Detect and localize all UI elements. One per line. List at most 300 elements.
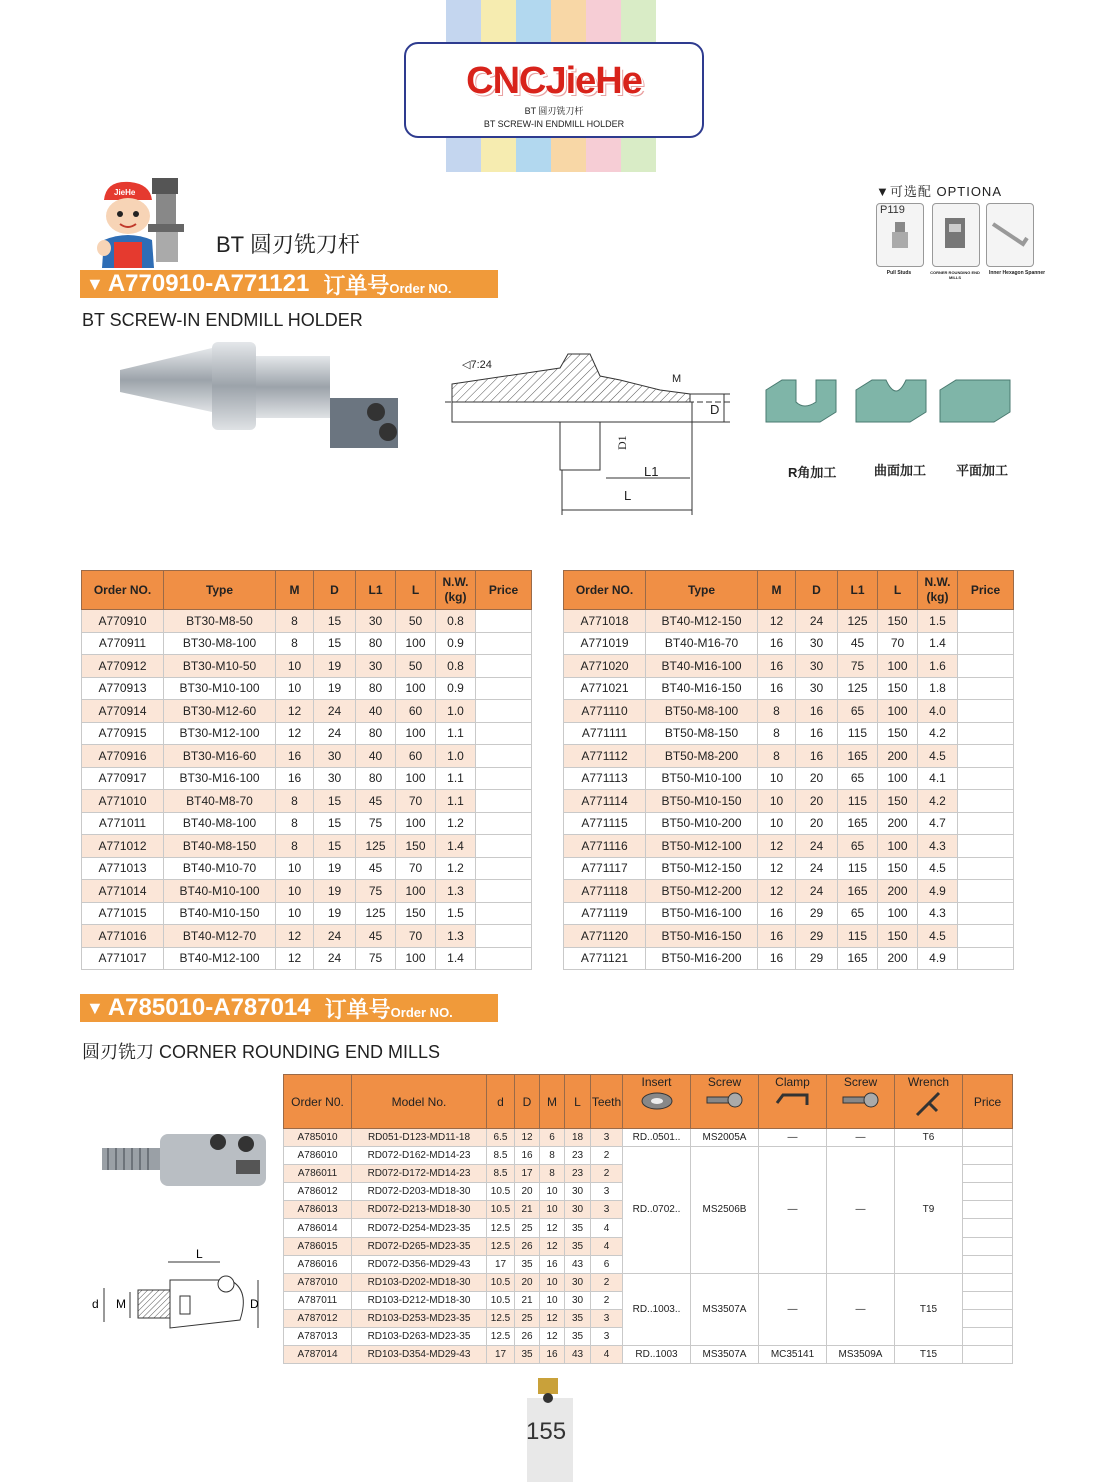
table-row xyxy=(82,655,532,678)
table-cell: 6.5 xyxy=(487,1129,515,1147)
price-cell xyxy=(958,835,1014,858)
price-cell xyxy=(958,902,1014,925)
table-cell: 150 xyxy=(878,677,918,700)
spec-table-left xyxy=(81,570,532,970)
table-cell: 2 xyxy=(591,1165,623,1183)
table-cell: A787011 xyxy=(284,1291,352,1309)
table-cell: 24 xyxy=(796,880,838,903)
price-cell xyxy=(963,1237,1013,1255)
table-cell: 15 xyxy=(314,790,356,813)
order-label-cn: 订单号 xyxy=(323,272,390,298)
table-cell: 200 xyxy=(878,745,918,768)
col-d: D xyxy=(314,571,356,610)
table-row xyxy=(82,902,532,925)
table-cell: 15 xyxy=(314,632,356,655)
machining-label-curve: 曲面加工 xyxy=(874,463,927,478)
table-cell: 8 xyxy=(540,1147,565,1165)
col-l: L xyxy=(878,571,918,610)
table-cell: 35 xyxy=(565,1328,591,1346)
table-cell: 24 xyxy=(314,947,356,970)
table-cell: 35 xyxy=(565,1237,591,1255)
table-cell: A771012 xyxy=(82,835,164,858)
table-cell: A771112 xyxy=(564,745,646,768)
table-cell: 16 xyxy=(796,722,838,745)
table-cell: A771018 xyxy=(564,610,646,633)
table-cell: RD103-D354-MD29-43 xyxy=(352,1346,487,1364)
table-cell: 10 xyxy=(758,790,796,813)
table-cell: 100 xyxy=(396,947,436,970)
table-cell: A771021 xyxy=(564,677,646,700)
accessory-cell: T15 xyxy=(895,1346,963,1364)
table-cell: RD072-D254-MD23-35 xyxy=(352,1219,487,1237)
table-cell: 100 xyxy=(396,722,436,745)
table-cell: RD051-D123-MD11-18 xyxy=(352,1129,487,1147)
table-cell: 75 xyxy=(356,947,396,970)
table-cell: 30 xyxy=(565,1273,591,1291)
order-label-en: Order NO. xyxy=(390,1004,453,1020)
table-row xyxy=(564,902,1014,925)
table-cell: 125 xyxy=(838,610,878,633)
table-cell: RD103-D202-MD18-30 xyxy=(352,1273,487,1291)
optional-label-spanner: Inner Hexagon Spanner xyxy=(988,270,1046,276)
table-cell: 10 xyxy=(276,880,314,903)
table-cell: BT40-M16-150 xyxy=(646,677,758,700)
mill-m-label: M xyxy=(116,1297,126,1311)
table-cell: BT50-M16-100 xyxy=(646,902,758,925)
col-l: L xyxy=(396,571,436,610)
table-cell: 45 xyxy=(356,790,396,813)
end-mill-drawing xyxy=(90,1240,280,1340)
table-cell: A771117 xyxy=(564,857,646,880)
table-cell: 12 xyxy=(540,1219,565,1237)
table-cell: 35 xyxy=(515,1255,540,1273)
table-cell: 125 xyxy=(356,835,396,858)
table-cell: RD072-D265-MD23-35 xyxy=(352,1237,487,1255)
order-label-en: Order NO. xyxy=(389,280,452,296)
table-cell: 4.3 xyxy=(918,902,958,925)
d-label: D xyxy=(710,402,720,417)
table-cell: 12 xyxy=(758,610,796,633)
table-cell: A771013 xyxy=(82,857,164,880)
price-cell xyxy=(958,790,1014,813)
table-row xyxy=(82,767,532,790)
table-cell: BT40-M12-70 xyxy=(164,925,276,948)
table-cell: 60 xyxy=(396,745,436,768)
table-row xyxy=(284,1346,1013,1364)
price-cell xyxy=(963,1165,1013,1183)
table-cell: 65 xyxy=(838,902,878,925)
table-cell: 26 xyxy=(515,1237,540,1255)
table-cell: 4.3 xyxy=(918,835,958,858)
col-weight: N.W. (kg) xyxy=(918,571,958,610)
table-cell: 35 xyxy=(515,1346,540,1364)
table-cell: 35 xyxy=(565,1219,591,1237)
table-cell: 10 xyxy=(540,1273,565,1291)
col-type: Type xyxy=(646,571,758,610)
accessory-cell: T9 xyxy=(895,1147,963,1274)
accessory-cell: — xyxy=(827,1129,895,1147)
table-cell: A771016 xyxy=(82,925,164,948)
end-mill-table xyxy=(283,1074,1013,1364)
price-cell xyxy=(963,1346,1013,1364)
table-row xyxy=(564,745,1014,768)
table-cell: 12.5 xyxy=(487,1219,515,1237)
table-cell: 115 xyxy=(838,722,878,745)
table-cell: 2 xyxy=(591,1273,623,1291)
table-cell: BT50-M12-100 xyxy=(646,835,758,858)
table-cell: 18 xyxy=(565,1129,591,1147)
table-cell: BT30-M16-60 xyxy=(164,745,276,768)
table-cell: RD072-D162-MD14-23 xyxy=(352,1147,487,1165)
table-cell: 4.9 xyxy=(918,880,958,903)
price-cell xyxy=(476,857,532,880)
table-cell: 8 xyxy=(276,835,314,858)
table-cell: 30 xyxy=(314,767,356,790)
table-cell: 24 xyxy=(314,700,356,723)
col-d: D xyxy=(796,571,838,610)
table-cell: 1.2 xyxy=(436,857,476,880)
table-cell: 16 xyxy=(276,745,314,768)
table-cell: A770913 xyxy=(82,677,164,700)
table-cell: A786010 xyxy=(284,1147,352,1165)
table-cell: A770911 xyxy=(82,632,164,655)
table-cell: 20 xyxy=(796,767,838,790)
screw-icon xyxy=(705,1089,745,1111)
table-cell: 100 xyxy=(396,677,436,700)
insert-icon xyxy=(639,1089,675,1111)
price-cell xyxy=(476,655,532,678)
wrench-label: Wrench xyxy=(907,1075,950,1089)
table-cell: 1.5 xyxy=(436,902,476,925)
table-cell: 12 xyxy=(515,1129,540,1147)
holder-dimension-drawing xyxy=(440,350,740,520)
table-cell: BT30-M16-100 xyxy=(164,767,276,790)
table-cell: 23 xyxy=(565,1165,591,1183)
table-row xyxy=(284,1147,1013,1165)
table-cell: 75 xyxy=(838,655,878,678)
price-cell xyxy=(476,947,532,970)
table-cell: 12 xyxy=(540,1328,565,1346)
accessory-cell: RD..0702.. xyxy=(623,1147,691,1274)
table-cell: 65 xyxy=(838,835,878,858)
price-cell xyxy=(958,610,1014,633)
accessory-cell: T15 xyxy=(895,1273,963,1345)
table-cell: 43 xyxy=(565,1346,591,1364)
table-cell: A771014 xyxy=(82,880,164,903)
table-cell: A786012 xyxy=(284,1183,352,1201)
table-cell: 4.2 xyxy=(918,722,958,745)
table-cell: A787010 xyxy=(284,1273,352,1291)
price-cell xyxy=(958,925,1014,948)
table-cell: 115 xyxy=(838,925,878,948)
table-cell: 100 xyxy=(878,902,918,925)
table-row xyxy=(564,947,1014,970)
accessory-cell: MS3507A xyxy=(691,1273,759,1345)
table-cell: 4.2 xyxy=(918,790,958,813)
table-cell: 8 xyxy=(276,610,314,633)
table-cell: 4.5 xyxy=(918,857,958,880)
table-cell: 50 xyxy=(396,655,436,678)
table-cell: 45 xyxy=(356,925,396,948)
table-cell: 30 xyxy=(796,677,838,700)
table-row xyxy=(82,610,532,633)
table-row xyxy=(82,745,532,768)
table-cell: A771113 xyxy=(564,767,646,790)
accessory-cell: RD..0501.. xyxy=(623,1129,691,1147)
table-cell: 1.2 xyxy=(436,812,476,835)
table-cell: BT50-M8-150 xyxy=(646,722,758,745)
table-cell: 1.3 xyxy=(436,925,476,948)
table-cell: A771020 xyxy=(564,655,646,678)
table-cell: A770910 xyxy=(82,610,164,633)
table-cell: 1.3 xyxy=(436,880,476,903)
price-cell xyxy=(958,745,1014,768)
table-row xyxy=(564,835,1014,858)
page-number: 155 xyxy=(526,1418,567,1445)
table-cell: 12 xyxy=(540,1309,565,1327)
section1-title: BT 圆刃铣刀杆 xyxy=(216,232,360,257)
table-cell: 200 xyxy=(878,812,918,835)
order-label-cn: 订单号 xyxy=(324,996,391,1022)
table-cell: 30 xyxy=(565,1201,591,1219)
table-cell: BT30-M12-60 xyxy=(164,700,276,723)
col-D: D xyxy=(515,1075,540,1129)
accessory-cell: — xyxy=(759,1129,827,1147)
table-cell: A770915 xyxy=(82,722,164,745)
col-screw xyxy=(691,1075,759,1129)
table-cell: 8 xyxy=(758,700,796,723)
table-cell: BT40-M12-100 xyxy=(164,947,276,970)
table-cell: BT40-M16-70 xyxy=(646,632,758,655)
table-cell: 4 xyxy=(591,1219,623,1237)
mill-l-label: L xyxy=(196,1247,203,1261)
accessory-cell: MS2506B xyxy=(691,1147,759,1274)
table-cell: BT40-M16-100 xyxy=(646,655,758,678)
price-cell xyxy=(958,880,1014,903)
table-cell: 16 xyxy=(540,1255,565,1273)
col-l1: L1 xyxy=(356,571,396,610)
table-cell: 12 xyxy=(758,857,796,880)
optional-label-pull-studs: Pull Studs xyxy=(886,270,912,276)
table-cell: BT40-M10-150 xyxy=(164,902,276,925)
table-cell: A786015 xyxy=(284,1237,352,1255)
table-cell: A771111 xyxy=(564,722,646,745)
table-cell: 16 xyxy=(515,1147,540,1165)
svg-text:JieHe: JieHe xyxy=(114,188,136,197)
table-cell: 20 xyxy=(515,1273,540,1291)
col-l1: L1 xyxy=(838,571,878,610)
col-price: Price xyxy=(963,1075,1013,1129)
table-cell: 8 xyxy=(758,722,796,745)
table-cell: A787012 xyxy=(284,1309,352,1327)
table-cell: A771118 xyxy=(564,880,646,903)
table-cell: 43 xyxy=(565,1255,591,1273)
section1-order-banner xyxy=(80,270,498,298)
table-cell: 8 xyxy=(276,812,314,835)
accessory-cell: RD..1003.. xyxy=(623,1273,691,1345)
table-cell: 15 xyxy=(314,610,356,633)
accessory-cell: — xyxy=(759,1147,827,1274)
accessory-cell: MS2005A xyxy=(691,1129,759,1147)
order-range: A770910-A771121 xyxy=(107,270,310,297)
table-cell: 10 xyxy=(276,857,314,880)
page-reference: P119 xyxy=(880,204,905,216)
table-cell: 80 xyxy=(356,722,396,745)
table-cell: 45 xyxy=(838,632,878,655)
table-cell: 100 xyxy=(878,700,918,723)
price-cell xyxy=(958,655,1014,678)
table-cell: 8.5 xyxy=(487,1147,515,1165)
table-row xyxy=(564,812,1014,835)
table-cell: 16 xyxy=(276,767,314,790)
table-cell: BT30-M10-100 xyxy=(164,677,276,700)
table-cell: 165 xyxy=(838,947,878,970)
table-cell: 1.0 xyxy=(436,700,476,723)
table-cell: 125 xyxy=(356,902,396,925)
machining-label-r: R角加工 xyxy=(788,465,837,480)
table-cell: 17 xyxy=(487,1255,515,1273)
table-cell: 80 xyxy=(356,767,396,790)
table-cell: 29 xyxy=(796,902,838,925)
table-cell: BT50-M12-150 xyxy=(646,857,758,880)
accessory-cell: T6 xyxy=(895,1129,963,1147)
m-label: M xyxy=(672,373,682,385)
table-cell: BT50-M10-200 xyxy=(646,812,758,835)
table-cell: BT40-M8-100 xyxy=(164,812,276,835)
table-cell: 6 xyxy=(540,1129,565,1147)
table-row xyxy=(82,677,532,700)
table-cell: 70 xyxy=(396,790,436,813)
mascot-small-icon xyxy=(534,1376,562,1404)
price-cell xyxy=(963,1219,1013,1237)
table-cell: BT40-M8-150 xyxy=(164,835,276,858)
table-cell: 1.1 xyxy=(436,722,476,745)
table-cell: A771119 xyxy=(564,902,646,925)
table-cell: A771121 xyxy=(564,947,646,970)
table-cell: 45 xyxy=(356,857,396,880)
price-cell xyxy=(958,767,1014,790)
table-cell: 4.5 xyxy=(918,745,958,768)
hex-key-icon xyxy=(987,204,1033,254)
table-cell: 150 xyxy=(878,857,918,880)
price-cell xyxy=(476,722,532,745)
price-cell xyxy=(963,1183,1013,1201)
table-cell: BT40-M10-100 xyxy=(164,880,276,903)
table-cell: BT50-M10-100 xyxy=(646,767,758,790)
price-cell xyxy=(963,1291,1013,1309)
price-cell xyxy=(476,677,532,700)
table-cell: 29 xyxy=(796,947,838,970)
table-cell: 12.5 xyxy=(487,1309,515,1327)
table-cell: 10 xyxy=(540,1291,565,1309)
table-cell: A771011 xyxy=(82,812,164,835)
price-cell xyxy=(476,812,532,835)
table-cell: 30 xyxy=(796,632,838,655)
accessory-cell: MC35141 xyxy=(759,1346,827,1364)
price-cell xyxy=(476,700,532,723)
table-cell: 70 xyxy=(396,857,436,880)
table-cell: 65 xyxy=(838,767,878,790)
table-cell: 3 xyxy=(591,1328,623,1346)
table-cell: 12.5 xyxy=(487,1237,515,1255)
table-cell: 80 xyxy=(356,677,396,700)
table-row xyxy=(82,790,532,813)
table-cell: 1.1 xyxy=(436,790,476,813)
table-cell: 24 xyxy=(796,857,838,880)
table-cell: A770916 xyxy=(82,745,164,768)
table-row xyxy=(564,925,1014,948)
col-d: d xyxy=(487,1075,515,1129)
table-cell: 1.1 xyxy=(436,767,476,790)
optional-title: ▼可选配 OPTIONA xyxy=(876,184,1002,199)
col-order-no: Order N0. xyxy=(284,1075,352,1129)
table-cell: 17 xyxy=(515,1165,540,1183)
table-cell: 10.5 xyxy=(487,1291,515,1309)
table-cell: BT40-M8-70 xyxy=(164,790,276,813)
table-cell: 10.5 xyxy=(487,1201,515,1219)
machining-label-flat: 平面加工 xyxy=(956,463,1009,478)
mascot-illustration xyxy=(96,178,190,268)
table-cell: A785010 xyxy=(284,1129,352,1147)
table-cell: 16 xyxy=(758,655,796,678)
clamp-icon xyxy=(773,1089,813,1111)
clamp-label: Clamp xyxy=(775,1075,810,1089)
col-screw2 xyxy=(827,1075,895,1129)
table-cell: BT40-M12-150 xyxy=(646,610,758,633)
section2-subtitle: 圆刃铣刀 CORNER ROUNDING END MILLS xyxy=(82,1042,441,1062)
header-subtitle-en: BT SCREW-IN ENDMILL HOLDER xyxy=(483,119,625,129)
table-cell: 40 xyxy=(356,745,396,768)
table-cell: 8 xyxy=(276,632,314,655)
price-cell xyxy=(476,632,532,655)
table-cell: A786013 xyxy=(284,1201,352,1219)
table-cell: 150 xyxy=(878,610,918,633)
table-cell: 150 xyxy=(878,790,918,813)
price-cell xyxy=(476,767,532,790)
table-cell: A771120 xyxy=(564,925,646,948)
table-cell: 4.5 xyxy=(918,925,958,948)
table-cell: 19 xyxy=(314,902,356,925)
col-wrench xyxy=(895,1075,963,1129)
section1-subtitle: BT SCREW-IN ENDMILL HOLDER xyxy=(82,310,363,330)
price-cell xyxy=(958,632,1014,655)
screw-label: Screw xyxy=(707,1075,742,1089)
table-cell: 24 xyxy=(314,722,356,745)
table-cell: 10 xyxy=(276,655,314,678)
col-m: M xyxy=(540,1075,565,1129)
table-row xyxy=(284,1129,1013,1147)
table-cell: A786014 xyxy=(284,1219,352,1237)
table-cell: 20 xyxy=(515,1183,540,1201)
table-cell: 60 xyxy=(396,700,436,723)
col-m: M xyxy=(276,571,314,610)
table-row xyxy=(82,947,532,970)
table-row xyxy=(82,700,532,723)
price-cell xyxy=(958,722,1014,745)
table-cell: 2 xyxy=(591,1147,623,1165)
table-cell: 21 xyxy=(515,1291,540,1309)
table-cell: BT30-M8-50 xyxy=(164,610,276,633)
price-cell xyxy=(476,610,532,633)
table-cell: 23 xyxy=(565,1147,591,1165)
table-row xyxy=(564,767,1014,790)
table-cell: 30 xyxy=(356,655,396,678)
table-cell: 19 xyxy=(314,677,356,700)
table-cell: 30 xyxy=(796,655,838,678)
table-cell: 0.8 xyxy=(436,610,476,633)
table-row xyxy=(564,880,1014,903)
table-cell: 165 xyxy=(838,880,878,903)
